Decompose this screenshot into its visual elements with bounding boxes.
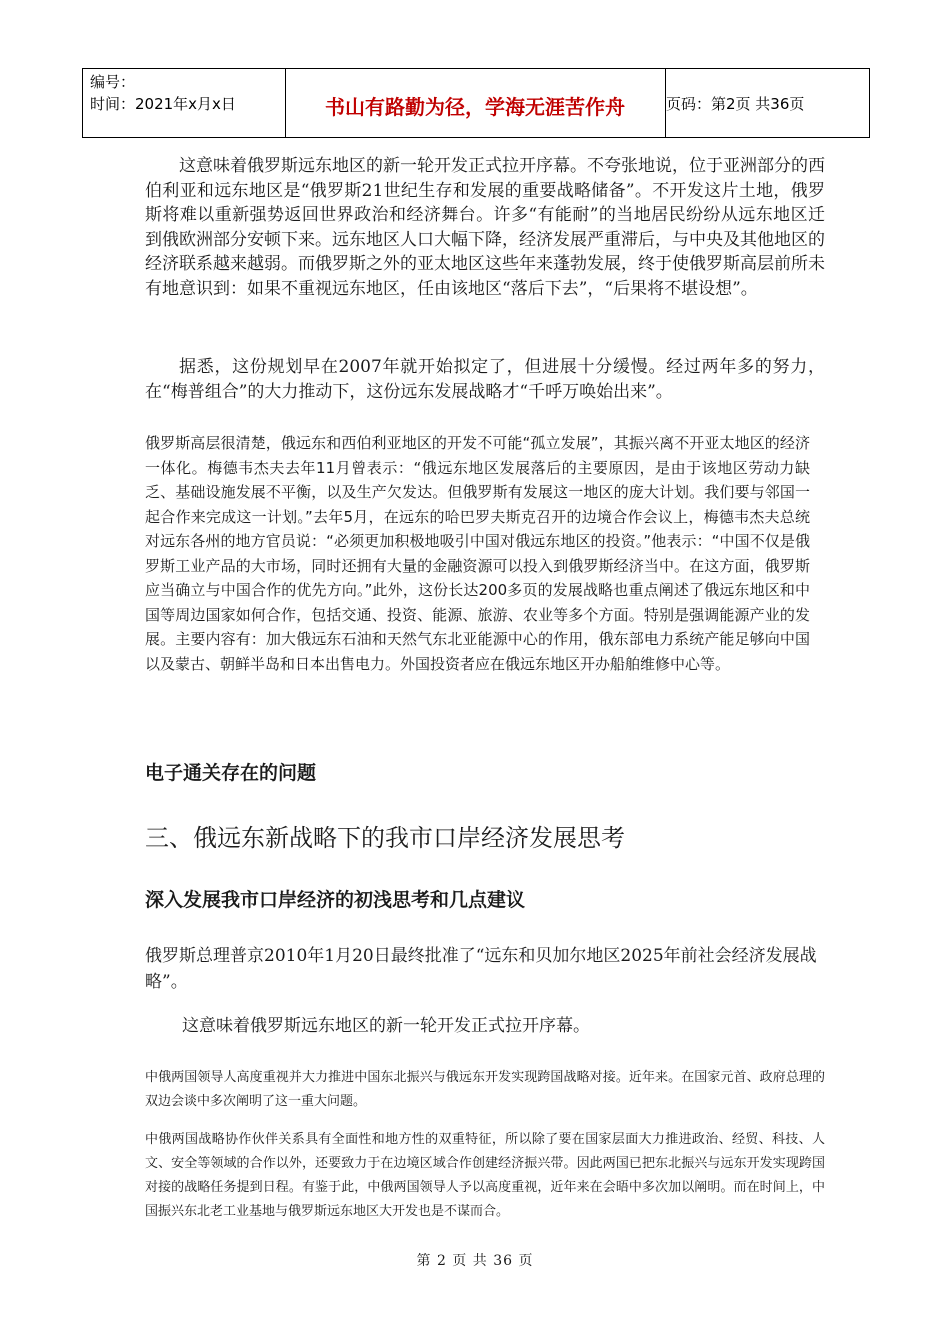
document-date: 时间：2021年x月x日 <box>90 95 236 113</box>
heading-suggestions: 深入发展我市口岸经济的初浅思考和几点建议 <box>145 889 526 911</box>
paragraph-7: 中俄两国战略协作伙伴关系具有全面性和地方性的双重特征，所以除了要在国家层面大力推进政治、经贸、科技、人文、安全等领域的合作以外，还要致力于在边境区域合作创建经济振兴带。因此两国已把东北振兴与远东开发实现跨国对接的战略任务提到日程。有鉴于此，中俄两国领导人予以高度重视，近年来在会晤中多次加以阐明。而在时间上，中国振兴东北老工业基地与俄罗斯远东地区大开发也是不谋而合。 <box>145 1132 825 1219</box>
document-number-label: 编号： <box>90 73 136 91</box>
page-footer: 第 2 页 共 36 页 <box>416 1253 534 1269</box>
paragraph-4: 俄罗斯总理普京2010年1月20日最终批准了“远东和贝加尔地区2025年前社会经济发展战略”。 <box>145 946 817 992</box>
section-heading-3: 三、俄远东新战略下的我市口岸经济发展思考 <box>145 824 625 852</box>
paragraph-6: 中俄两国领导人高度重视并大力推进中国东北振兴与俄远东开发实现跨国战略对接。近年来。在国家元首、政府总理的双边会谈中多次阐明了这一重大问题。 <box>145 1070 825 1109</box>
header-meta <box>90 71 236 115</box>
heading-customs-issues: 电子通关存在的问题 <box>145 762 317 784</box>
page-header <box>82 68 870 138</box>
paragraph-5: 这意味着俄罗斯远东地区的新一轮开发正式拉开序幕。 <box>182 1016 590 1036</box>
paragraph-3: 俄罗斯高层很清楚，俄远东和西伯利亚地区的开发不可能“孤立发展”，其振兴离不开亚太地区的经济一体化。梅德韦杰夫去年11月曾表示：“俄远东地区发展落后的主要原因，是由于该地区劳动力缺乏、基础设施发展不平衡，以及生产欠发达。但俄罗斯有发展这一地区的庞大计划。我们要与邻国一起合作来完成这一计划。”去年5月，在远东的哈巴罗夫斯克召开的边境合作会议上，梅德韦杰夫总统对远东各州的地方官员说：“必须更加积极地吸引中国对俄远东地区的投资。”他表示：“中国不仅是俄罗斯工业产品的大市场，同时还拥有大量的金融资源可以投入到俄罗斯经济当中。在这方面，俄罗斯应当确立与中国合作的优先方向。”此外，这份长达200多页的发展战略也重点阐述了俄远东地区和中国等周边国家如何合作，包括交通、投资、能源、旅游、农业等多个方面。特别是强调能源产业的发展。主要内容有：加大俄远东石油和天然气东北亚能源中心的作用，俄东部电力系统产能足够向中国以及蒙古、朝鲜半岛和日本出售电力。外国投资者应在俄远东地区开办船舶维修中心等。 <box>145 434 810 673</box>
paragraph-1: 这意味着俄罗斯远东地区的新一轮开发正式拉开序幕。不夸张地说，位于亚洲部分的西伯利亚和远东地区是“俄罗斯21世纪生存和发展的重要战略储备”。不开发这片土地，俄罗斯将难以重新强势返回世界政治和经济舞台。许多“有能耐”的当地居民纷纷从远东地区迁到俄欧洲部分安顿下来。远东地区人口大幅下降，经济发展严重滞后，与中央及其他地区的经济联系越来越弱。而俄罗斯之外的亚太地区这些年来蓬勃发展，终于使俄罗斯高层前所未有地意识到：如果不重视远东地区，任由该地区“落后下去”，“后果将不堪设想”。 <box>145 156 825 299</box>
paragraph-2: 据悉，这份规划早在2007年就开始拟定了，但进展十分缓慢。经过两年多的努力，在“梅普组合”的大力推动下，这份远东发展战略才“千呼万唤始出来”。 <box>145 357 825 402</box>
header-page-info: 页码：第2页 共36页 <box>666 95 805 113</box>
header-motto: 书山有路勤为径，学海无涯苦作舟 <box>325 95 625 119</box>
